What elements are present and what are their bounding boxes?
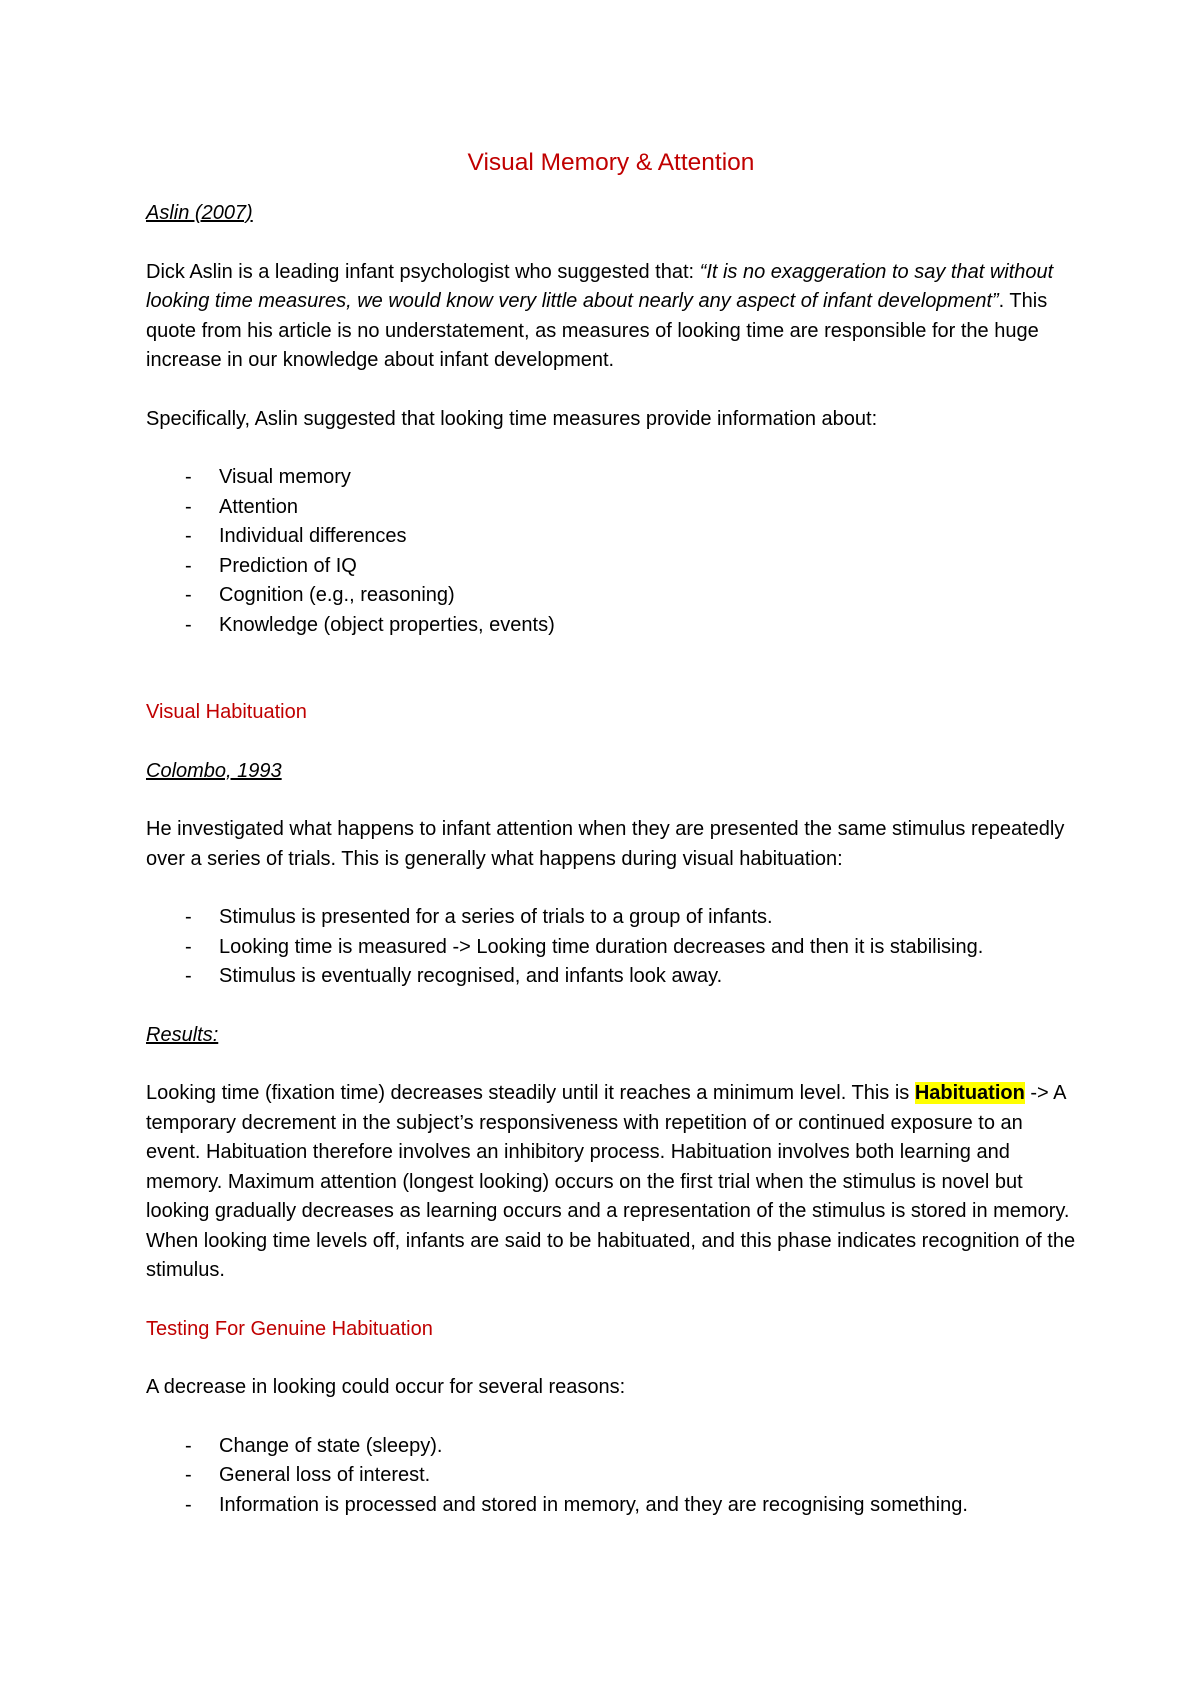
results-after: -> A temporary decrement in the subject’s responsiveness with repetition of or continued exposure to an event. Habituation therefore involves an inhibitory process. Habituation involves both learning and memory. Maximum attention (longest looking) occurs on the first trial when the stimulus is novel but looking gradually decreases as learning occurs and a representation of the stimulus is stored in memory. When looking time levels off, infants are said to be habituated, and this phase indicates recognition of the stimulus.	[146, 1082, 1076, 1281]
aslin-list-intro: Specifically, Aslin suggested that looking time measures provide information about:	[146, 407, 878, 430]
dash-bullet: -	[185, 1464, 192, 1486]
looking-time-info-list	[146, 463, 1076, 640]
results-before: Looking time (fixation time) decreases steadily until it reaches a minimum level. This is	[146, 1082, 915, 1104]
aslin-rest: . This quote from his article is no understatement, as measures of looking time are responsible for the huge increase in our knowledge about infant development.	[146, 290, 1048, 371]
dash-bullet: -	[185, 965, 192, 987]
reference-colombo: Colombo, 1993	[146, 759, 282, 782]
dash-bullet: -	[185, 466, 192, 488]
dash-bullet: -	[185, 613, 192, 636]
dash-bullet: -	[185, 495, 192, 518]
dash-bullet: -	[185, 584, 192, 606]
results-label: Results:	[146, 1023, 219, 1046]
testing-paragraph: A decrease in looking could occur for several reasons:	[146, 1376, 626, 1398]
habituation-steps-list	[146, 903, 1076, 992]
dash-bullet: -	[185, 525, 192, 547]
results-paragraph	[146, 1079, 1076, 1286]
section-heading-testing-habituation: Testing For Genuine Habituation	[146, 1317, 433, 1340]
list-item: - General loss of interest.	[146, 1461, 1076, 1491]
page-title: Visual Memory & Attention	[467, 149, 755, 176]
section-heading-visual-habituation: Visual Habituation	[146, 701, 307, 723]
dash-bullet: -	[185, 554, 192, 577]
decrease-reasons-list	[146, 1432, 1076, 1521]
dash-bullet: -	[185, 906, 192, 928]
dash-bullet: -	[185, 935, 192, 958]
list-item: - Visual memory	[146, 463, 1076, 493]
dash-bullet: -	[185, 1434, 192, 1457]
aslin-paragraph	[146, 258, 1076, 376]
list-item: - Change of state (sleepy).	[146, 1432, 1076, 1462]
list-item: - Attention	[146, 493, 1076, 523]
dash-bullet: -	[185, 1493, 192, 1516]
highlighted-term: Habituation	[914, 1082, 1025, 1104]
aslin-intro: Dick Aslin is a leading infant psychologist who suggested that:	[146, 260, 700, 283]
list-item: - Stimulus is eventually recognised, and infants look away.	[146, 962, 1076, 992]
document-body	[146, 148, 1076, 1549]
colombo-paragraph: He investigated what happens to infant attention when they are presented the same stimulus repeatedly over a series of trials. This is generally what happens during visual habituation:	[146, 818, 1065, 870]
list-item: - Prediction of IQ	[146, 552, 1076, 582]
aslin-quote: “It is no exaggeration to say that without looking time measures, we would know very little about nearly any aspect of infant development”	[146, 260, 1054, 312]
list-item: - Cognition (e.g., reasoning)	[146, 581, 1076, 611]
list-item: - Looking time is measured -> Looking time duration decreases and then it is stabilising.	[146, 933, 1076, 963]
list-item: - Knowledge (object properties, events)	[146, 611, 1076, 641]
list-item: - Information is processed and stored in memory, and they are recognising something.	[146, 1491, 1076, 1521]
list-item: - Individual differences	[146, 522, 1076, 552]
reference-aslin: Aslin (2007)	[146, 202, 253, 224]
list-item: - Stimulus is presented for a series of trials to a group of infants.	[146, 903, 1076, 933]
